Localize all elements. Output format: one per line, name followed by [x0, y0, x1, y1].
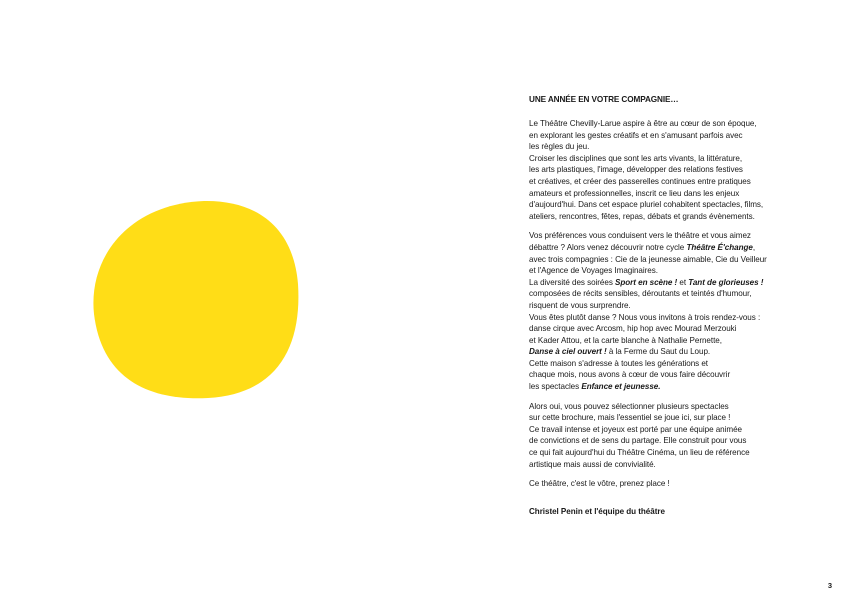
text-segment: les spectacles: [529, 382, 582, 392]
text-line: Cette maison s'adresse à toutes les générations et: [529, 358, 709, 368]
text-line: les règles du jeu.: [529, 142, 590, 152]
highlight-enfance-et-jeunesse: Enfance et jeunesse.: [581, 382, 661, 392]
text-line: danse cirque avec Arcosm, hip hop avec Mourad Merzouki: [529, 324, 737, 334]
text-line: [529, 381, 799, 393]
highlight-tant-de-glorieuses: Tant de glorieuses !: [688, 277, 764, 287]
text-segment: La diversité des soirées: [529, 277, 616, 287]
text-line: chaque mois, nous avons à cœur de vous faire découvrir: [529, 370, 731, 380]
text-segment: ,: [752, 242, 756, 252]
text-line: amateurs et professionnelles, inscrit ce lieu dans les enjeux: [529, 188, 740, 198]
programme-paragraph: [529, 230, 799, 392]
text-line: artistique mais aussi de convivialité.: [529, 459, 656, 469]
yellow-blob-decoration: [88, 196, 302, 402]
text-line: ce qui fait aujourd'hui du Théâtre Cinéma, un lieu de référence: [529, 448, 750, 458]
closing-paragraph: [529, 401, 799, 471]
page-number: 3: [827, 581, 832, 590]
text-line: et créatives, et créer des passerelles continues entre pratiques: [529, 176, 751, 186]
text-segment: à la Ferme du Saut du Loup.: [606, 347, 711, 357]
text-line: d'aujourd'hui. Dans cet espace pluriel cohabitent spectacles, films,: [529, 200, 764, 210]
text-line: composées de récits sensibles, déroutants et teintés d'humour,: [529, 289, 752, 299]
text-line: de convictions et de sens du partage. Elle construit pour vous: [529, 436, 747, 446]
text-segment: et: [677, 277, 689, 287]
text-line: sur cette brochure, mais l'essentiel se joue ici, sur place !: [529, 413, 731, 423]
intro-paragraph: [529, 118, 799, 222]
text-line: [529, 346, 799, 358]
text-line: risquent de vous surprendre.: [529, 300, 631, 310]
text-line: Vous êtes plutôt danse ? Nous vous invitons à trois rendez-vous :: [529, 312, 761, 322]
text-line: [529, 242, 799, 254]
text-line: Croiser les disciplines que sont les arts vivants, la littérature,: [529, 153, 743, 163]
text-segment: débattre ? Alors venez découvrir notre cycle: [529, 242, 687, 252]
text-line: Alors oui, vous pouvez sélectionner plusieurs spectacles: [529, 401, 729, 411]
highlight-sport-en-scene: Sport en scène !: [615, 277, 678, 287]
text-line: et Kader Attou, et la carte blanche à Nathalie Pernette,: [529, 335, 722, 345]
editorial-heading: UNE ANNÉE EN VOTRE COMPAGNIE…: [529, 95, 679, 104]
editorial-text-column: [529, 94, 799, 517]
highlight-theatre-echange: Théâtre É'change: [686, 242, 753, 252]
closing-line: Ce théâtre, c'est le vôtre, prenez place !: [529, 479, 670, 489]
text-line: les arts plastiques, l'image, développer des relations festives: [529, 165, 743, 175]
text-line: ateliers, rencontres, fêtes, repas, débats et grands évènements.: [529, 211, 755, 221]
highlight-danse-a-ciel-ouvert: Danse à ciel ouvert !: [529, 347, 607, 357]
text-line: Le Théâtre Chevilly-Larue aspire à être au cœur de son époque,: [529, 119, 757, 128]
yellow-blob-shape: [93, 201, 298, 398]
text-line: avec trois compagnies : Cie de la jeunesse aimable, Cie du Veilleur: [529, 254, 767, 264]
text-line: en explorant les gestes créatifs et en s'amusant parfois avec: [529, 130, 743, 140]
text-line: [529, 277, 799, 289]
text-line: Ce travail intense et joyeux est porté par une équipe animée: [529, 424, 742, 434]
text-line: Vos préférences vous conduisent vers le théâtre et vous aimez: [529, 231, 751, 241]
signature: Christel Penin et l'équipe du théâtre: [529, 506, 665, 516]
text-line: et l'Agence de Voyages Imaginaires.: [529, 266, 658, 276]
